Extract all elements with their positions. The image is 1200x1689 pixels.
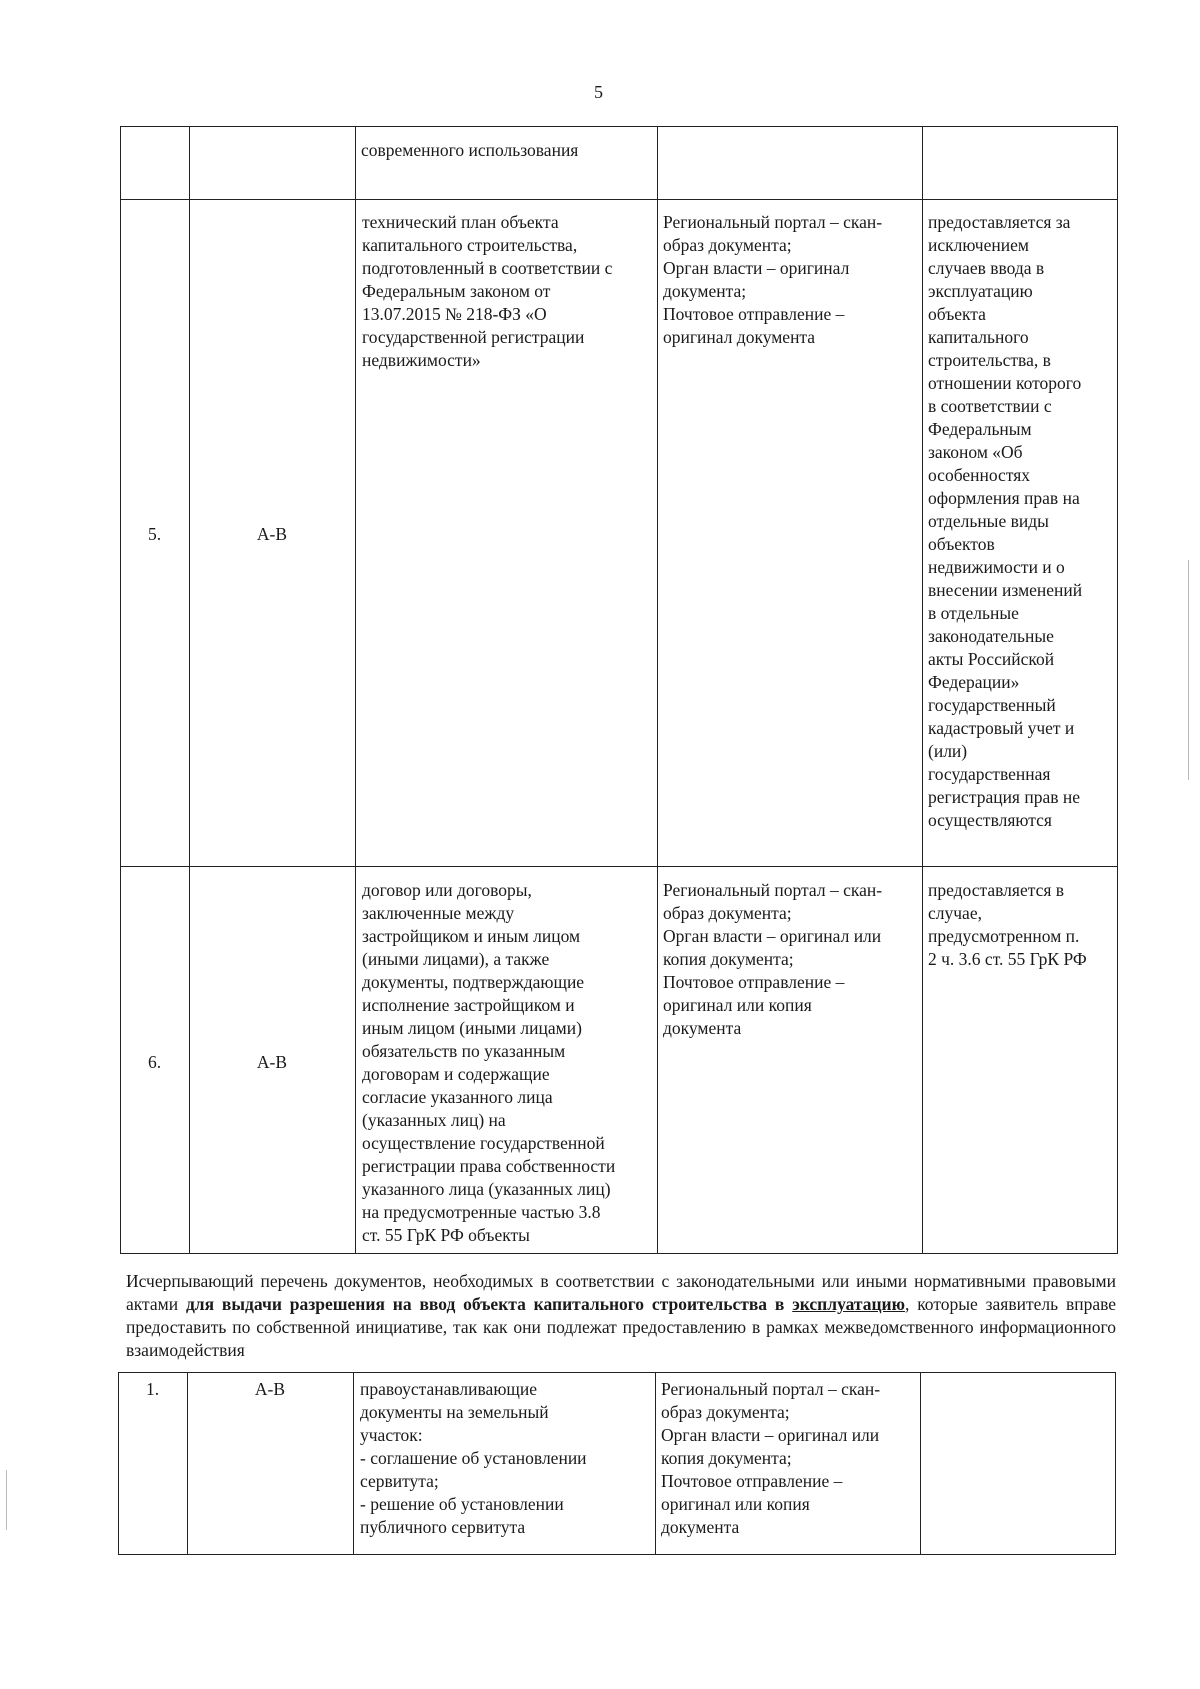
column-divider: [353, 1372, 354, 1555]
page-number: 5: [594, 82, 603, 102]
row-note: предоставляется за исключением случаев ввода в эксплуатацию объекта капитального строительства, в отношении которого в соответствии с Федеральным законом «Об особенностях оформления прав на отдельные виды объектов недвижимости и о внесении изменений в отдельные законодательные акты Российской Федерации» государственный кадастровый учет и (или) государственная регистрация прав не осуществляются: [928, 212, 1083, 830]
table-row-continuation-document: современного использования: [361, 140, 579, 160]
scan-edge-mark: [6, 1470, 7, 1530]
scan-edge-mark: [1188, 560, 1189, 780]
column-divider: [655, 1372, 656, 1555]
row-divider: [120, 866, 1118, 867]
section-note: [126, 1270, 1116, 1362]
row-code: А-В: [256, 1052, 288, 1072]
row-number: 1.: [145, 1379, 160, 1399]
row-submission-method: Региональный портал – скан- образ документа; Орган власти – оригинал или копия документа; Почтовое отправление – оригинал или копия документа: [661, 1379, 881, 1537]
row-code: А-В: [254, 1379, 286, 1399]
section-note-text: , которые заявитель вправе предоставить по собственной инициативе, так как они подлежат предоставлению в рамках межведомственного информационного взаимодействия: [126, 1294, 1117, 1360]
row-document: технический план объекта капитального строительства, подготовленный в соответствии с Федеральным законом от 13.07.2015 № 218-ФЗ «О государственной регистрации недвижимости»: [362, 212, 613, 370]
column-divider: [355, 126, 356, 1254]
column-divider: [920, 1372, 921, 1555]
column-divider: [657, 126, 658, 1254]
row-submission-method: Региональный портал – скан- образ документа; Орган власти – оригинал или копия документа; Почтовое отправление – оригинал или копия документа: [663, 880, 883, 1038]
row-number: 6.: [147, 1052, 162, 1072]
column-divider: [189, 126, 190, 1254]
row-submission-method: Региональный портал – скан- образ документа; Орган власти – оригинал документа; Почтовое отправление – оригинал документа: [663, 212, 883, 347]
section-note-bold: для выдачи разрешения на ввод объекта капитального строительства в: [185, 1294, 785, 1314]
row-code: А-В: [256, 524, 288, 544]
row-document: договор или договоры, заключенные между застройщиком и иным лицом (иными лицами), а также документы, подтверждающие исполнение застройщиком и иным лицом (иными лицами) обязательств по указанным договорам и содержащие согласие указанного лица (указанных лиц) на осуществление государственной регистрации права собственности указанного лица (указанных лиц) на предусмотренные частью 3.8 ст. 55 ГрК РФ объекты: [362, 880, 616, 1245]
row-divider: [120, 199, 1118, 200]
section-note-text: Исчерпывающий перечень документов, необходимых в соответствии с законодательными или иными нормативными правовыми актами: [126, 1271, 1116, 1314]
section-note-bold-underlined: эксплуатацию: [792, 1294, 905, 1314]
row-number: 5.: [147, 524, 162, 544]
column-divider: [922, 126, 923, 1254]
row-note: предоставляется в случае, предусмотренном п. 2 ч. 3.6 ст. 55 ГрК РФ: [928, 880, 1087, 969]
row-document: правоустанавливающие документы на земельный участок: - соглашение об установлении сервитута; - решение об установлении публичного сервитута: [360, 1379, 587, 1537]
